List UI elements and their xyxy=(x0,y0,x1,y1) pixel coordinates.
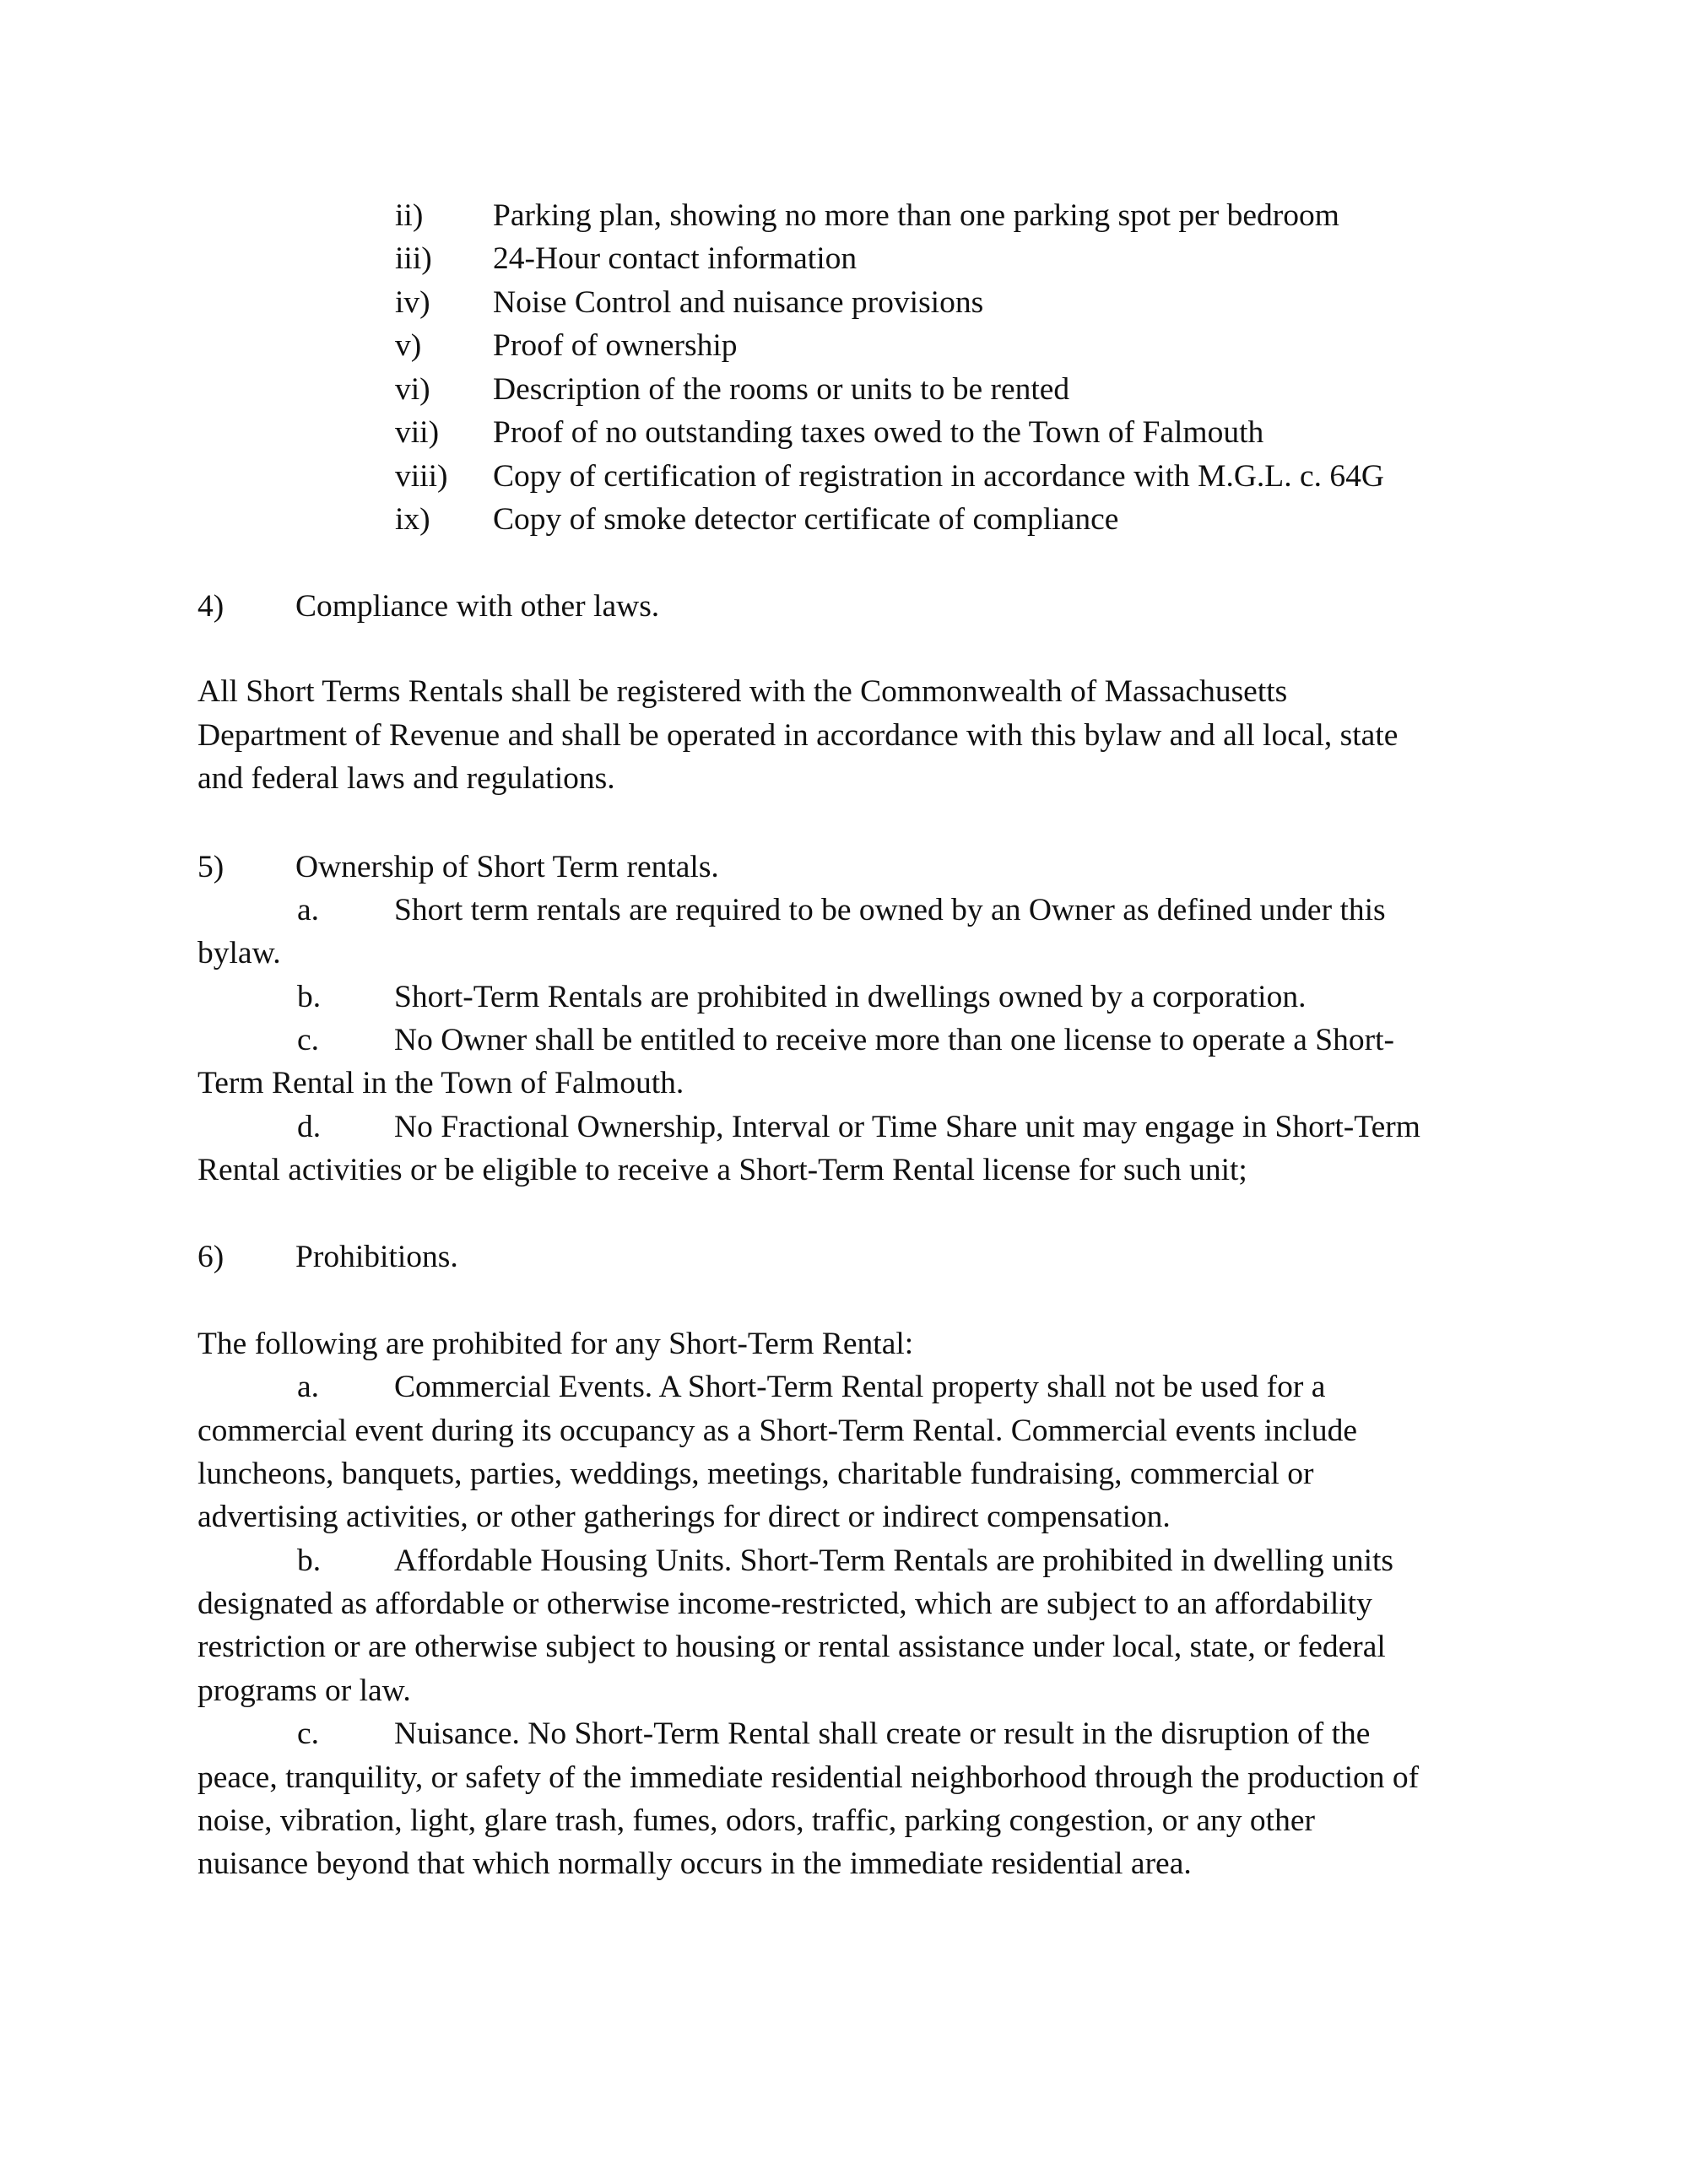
list-item-number: iv) xyxy=(395,285,430,320)
item-text-cont: designated as affordable or otherwise income-restricted, which are subject to an affordability xyxy=(197,1587,1372,1621)
section-number: 4) xyxy=(197,589,225,624)
list-item-text: Description of the rooms or units to be rented xyxy=(493,372,1070,407)
item-text-cont: advertising activities, or other gatherings for direct or indirect compensation. xyxy=(197,1500,1171,1534)
section-number: 6) xyxy=(197,1240,225,1274)
list-item-number: v) xyxy=(395,328,422,363)
section-number: 5) xyxy=(197,850,225,884)
item-text: Short term rentals are required to be owned by an Owner as defined under this xyxy=(394,893,1386,927)
item-text-cont: programs or law. xyxy=(197,1673,411,1708)
item-letter: b. xyxy=(297,980,322,1014)
paragraph-line: and federal laws and regulations. xyxy=(197,761,615,796)
list-item-number: viii) xyxy=(395,459,448,494)
item-letter: a. xyxy=(297,893,320,927)
list-item-number: iii) xyxy=(395,241,432,276)
item-letter: d. xyxy=(297,1110,322,1144)
item-text-cont: luncheons, banquets, parties, weddings, meetings, charitable fundraising, commercial or xyxy=(197,1457,1314,1491)
item-text: No Owner shall be entitled to receive more than one license to operate a Short- xyxy=(394,1023,1394,1057)
item-text-cont: peace, tranquility, or safety of the immediate residential neighborhood through the production of xyxy=(197,1760,1420,1795)
item-letter: b. xyxy=(297,1543,322,1578)
section-heading: Compliance with other laws. xyxy=(295,589,660,624)
paragraph-line: The following are prohibited for any Short-Term Rental: xyxy=(197,1327,914,1361)
item-text-cont: bylaw. xyxy=(197,936,281,970)
item-letter: c. xyxy=(297,1716,320,1751)
item-text: Short-Term Rentals are prohibited in dwellings owned by a corporation. xyxy=(394,980,1307,1014)
item-text: Affordable Housing Units. Short-Term Rentals are prohibited in dwelling units xyxy=(394,1543,1393,1578)
list-item-text: Noise Control and nuisance provisions xyxy=(493,285,984,320)
list-item-text: Copy of smoke detector certificate of compliance xyxy=(493,502,1119,537)
list-item-number: ix) xyxy=(395,502,430,537)
item-text: Commercial Events. A Short-Term Rental property shall not be used for a xyxy=(394,1370,1326,1404)
item-text-cont: Term Rental in the Town of Falmouth. xyxy=(197,1066,684,1100)
item-text-cont: noise, vibration, light, glare trash, fumes, odors, traffic, parking congestion, or any other xyxy=(197,1803,1315,1838)
paragraph-line: Department of Revenue and shall be operated in accordance with this bylaw and all local, state xyxy=(197,718,1399,753)
list-item-text: Proof of no outstanding taxes owed to the Town of Falmouth xyxy=(493,415,1264,450)
item-text: Nuisance. No Short-Term Rental shall create or result in the disruption of the xyxy=(394,1716,1371,1751)
item-text-cont: Rental activities or be eligible to receive a Short-Term Rental license for such unit; xyxy=(197,1153,1247,1187)
item-letter: c. xyxy=(297,1023,320,1057)
list-item-text: Copy of certification of registration in accordance with M.G.L. c. 64G xyxy=(493,459,1384,494)
item-text-cont: nuisance beyond that which normally occurs in the immediate residential area. xyxy=(197,1846,1192,1881)
item-text-cont: commercial event during its occupancy as a Short-Term Rental. Commercial events include xyxy=(197,1414,1358,1448)
item-text-cont: restriction or are otherwise subject to housing or rental assistance under local, state, or federal xyxy=(197,1630,1386,1664)
section-heading: Prohibitions. xyxy=(295,1240,458,1274)
item-text: No Fractional Ownership, Interval or Time Share unit may engage in Short-Term xyxy=(394,1110,1420,1144)
list-item-number: vii) xyxy=(395,415,440,450)
list-item-text: Proof of ownership xyxy=(493,328,738,363)
list-item-text: 24-Hour contact information xyxy=(493,241,858,276)
list-item-text: Parking plan, showing no more than one parking spot per bedroom xyxy=(493,198,1339,233)
item-letter: a. xyxy=(297,1370,320,1404)
list-item-number: ii) xyxy=(395,198,424,233)
section-heading: Ownership of Short Term rentals. xyxy=(295,850,719,884)
list-item-number: vi) xyxy=(395,372,430,407)
paragraph-line: All Short Terms Rentals shall be registered with the Commonwealth of Massachusetts xyxy=(197,674,1288,709)
